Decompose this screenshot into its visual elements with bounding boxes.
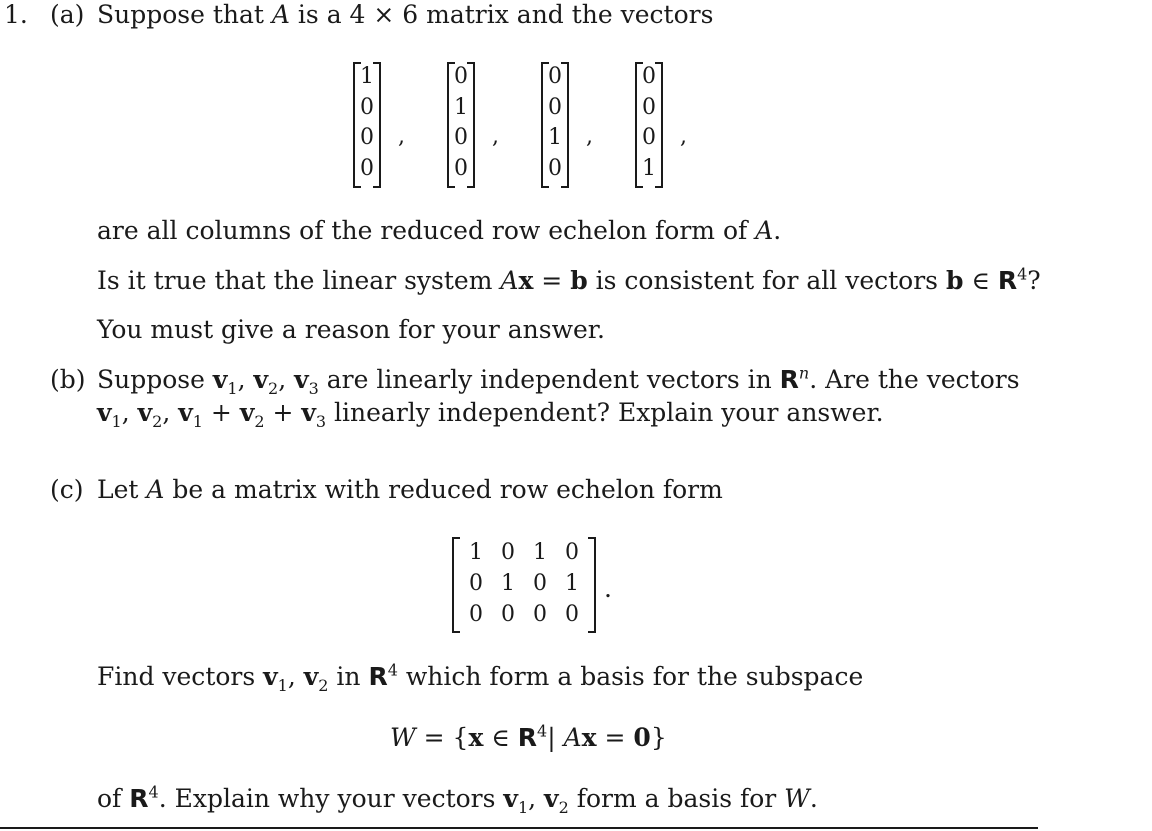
vector-comma: ,	[492, 124, 499, 149]
matrix-row: 0 0 0 0	[469, 602, 579, 627]
problem-number: 1.	[4, 0, 28, 29]
part-c-last: of $R^4$. Explain why your vectors $v_1$, $v_2$ form a basis for W.	[97, 782, 818, 817]
part-c-find: Find vectors $v_1$, $v_2$ in $R^4$ which form a basis for the subspace	[97, 660, 864, 695]
bottom-rule	[0, 827, 1038, 829]
part-a-line3: You must give a reason for your answer.	[97, 315, 605, 344]
rref-matrix	[452, 537, 596, 633]
vector-e2: 0 1 0 0	[447, 62, 475, 186]
matrix-period: .	[604, 574, 612, 603]
part-b-line2: $v_1$, $v_2$, $v_1 + v_2 + v_3$ linearly independent? Explain your answer.	[97, 398, 884, 431]
part-a-label: (a)	[50, 0, 85, 29]
matrix-row: 1 0 1 0	[469, 540, 579, 565]
vector-e3: 0 0 1 0	[541, 62, 569, 186]
part-b-label: (b)	[50, 365, 86, 394]
part-a-intro: Suppose that A is a 4 × 6 matrix and the vectors	[97, 0, 714, 29]
vector-e1: 1 0 0 0	[353, 62, 381, 186]
vector-comma: ,	[586, 124, 593, 149]
part-a-line2: Is it true that the linear system Ax = b is consistent for all vectors b ∈ $R^4$?	[97, 264, 1041, 295]
matrix-row: 0 1 0 1	[469, 571, 579, 596]
part-c-label: (c)	[50, 475, 84, 504]
part-b-line1: Suppose $v_1$, $v_2$, $v_3$ are linearly independent vectors in $R^n$. Are the vectors	[97, 363, 1020, 398]
part-a-line1: are all columns of the reduced row echelon form of A.	[97, 216, 782, 245]
vector-e4: 0 0 0 1	[635, 62, 663, 186]
vector-comma: ,	[680, 124, 687, 149]
vector-comma: ,	[398, 124, 405, 149]
part-c-intro: Let A be a matrix with reduced row echelon form	[97, 475, 723, 504]
subspace-definition: W = {x ∈ $R^4|$ Ax = 0}	[390, 721, 667, 752]
